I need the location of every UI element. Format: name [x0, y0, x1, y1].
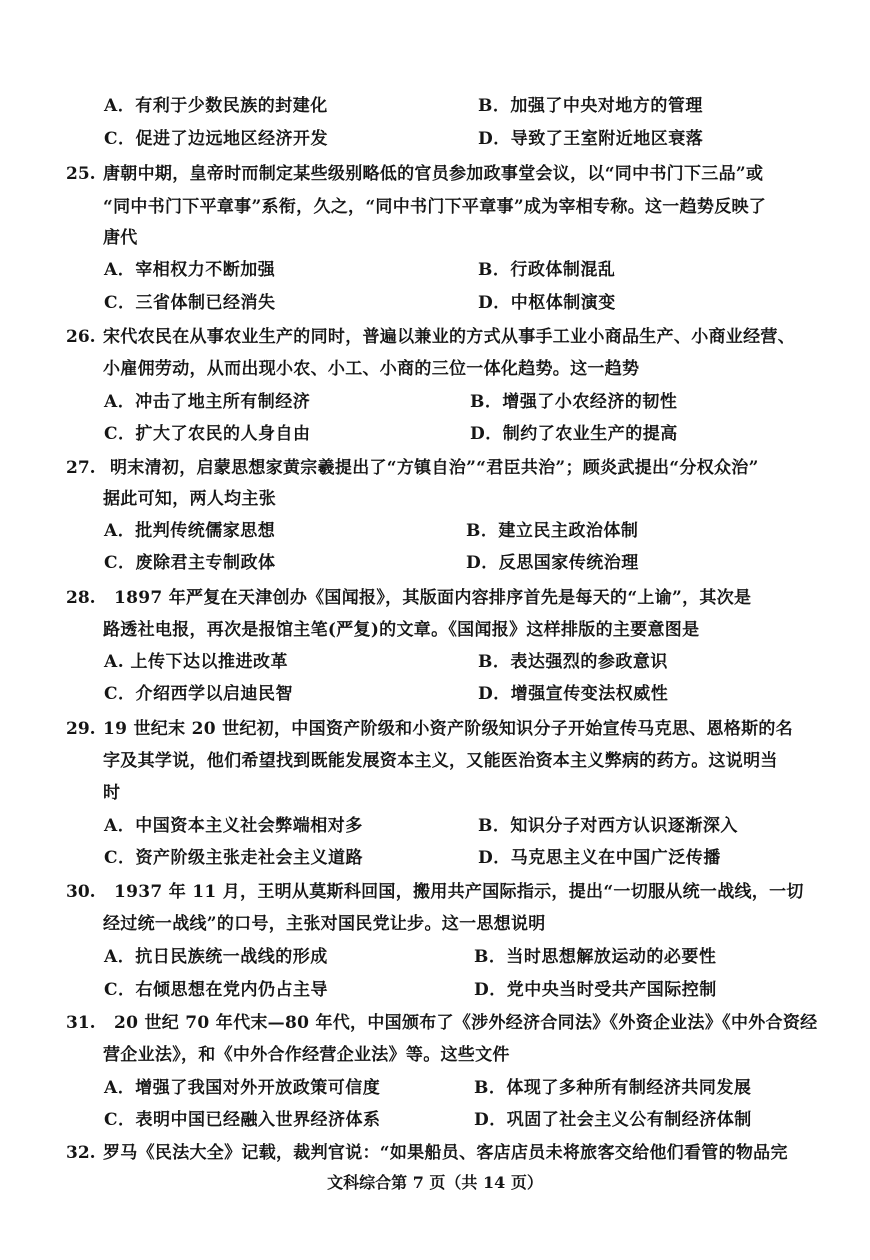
option-c: C．资产阶级主张走社会主义道路: [104, 848, 364, 868]
question-stem-line: 唐代: [103, 228, 138, 248]
option-b: B．增强了小农经济的韧性: [470, 392, 678, 412]
option-c: C．右倾思想在党内仍占主导: [104, 980, 329, 1000]
option-b: B．建立民主政治体制: [466, 521, 639, 541]
option-b: B．行政体制混乱: [478, 260, 616, 280]
question-stem-line: 罗马《民法大全》记载，裁判官说：“如果船员、客店店员未将旅客交给他们看管的物品完: [103, 1143, 788, 1163]
question-number: 28.: [66, 588, 96, 608]
question-number: 31.: [66, 1013, 96, 1033]
option-a: A．冲击了地主所有制经济: [104, 392, 311, 412]
question-stem-line: 19 世纪末 20 世纪初，中国资产阶级和小资产阶级知识分子开始宣传马克思、恩格斯的名: [103, 719, 793, 739]
option-a: A．批判传统儒家思想: [104, 521, 276, 541]
option-d: D．制约了农业生产的提高: [470, 424, 678, 444]
option-a: A．宰相权力不断加强: [104, 260, 276, 280]
question-stem-line: 字及其学说，他们希望找到既能发展资本主义，又能医治资本主义弊病的药方。这说明当: [103, 751, 778, 771]
option-c: C．介绍西学以启迪民智: [104, 684, 294, 704]
option-d: D．党中央当时受共产国际控制: [474, 980, 717, 1000]
question-stem-line: 唐朝中期，皇帝时而制定某些级别略低的官员参加政事堂会议，以“同中书门下三品”或: [103, 164, 764, 184]
option-b: B．知识分子对西方认识逐渐深入: [478, 816, 738, 836]
option-a: A．增强了我国对外开放政策可信度: [104, 1078, 381, 1098]
q24-option-a: A．有利于少数民族的封建化: [104, 96, 328, 116]
option-d: D．巩固了社会主义公有制经济体制: [474, 1110, 752, 1130]
question-number: 30.: [66, 882, 96, 902]
q24-option-c: C．促进了边远地区经济开发: [104, 129, 329, 149]
question-stem-line: “同中书门下平章事”系衔，久之，“同中书门下平章事”成为宰相专称。这一趋势反映了: [103, 197, 767, 217]
question-stem-line: 1897 年严复在天津创办《国闻报》，其版面内容排序首先是每天的“上谕”，其次是: [114, 588, 752, 608]
option-a: A. 上传下达以推进改革: [104, 652, 289, 672]
page-footer: 文科综合第 7 页（共 14 页）: [327, 1173, 543, 1192]
option-d: D．反思国家传统治理: [466, 553, 639, 573]
q24-option-b: B．加强了中央对地方的管理: [478, 96, 703, 116]
option-c: C．扩大了农民的人身自由: [104, 424, 311, 444]
option-d: D．马克思主义在中国广泛传播: [478, 848, 721, 868]
question-number: 27.: [66, 458, 96, 478]
question-stem-line: 时: [103, 783, 121, 803]
question-stem-line: 小雇佣劳动，从而出现小农、小工、小商的三位一体化趋势。这一趋势: [103, 359, 640, 379]
option-d: D．中枢体制演变: [478, 293, 616, 313]
question-stem-line: 20 世纪 70 年代末—80 年代，中国颁布了《涉外经济合同法》《外资企业法》《中外合资经: [114, 1013, 818, 1033]
q24-option-d: D．导致了王室附近地区衰落: [478, 129, 704, 149]
question-stem-line: 营企业法》，和《中外合作经营企业法》等。这些文件: [103, 1045, 510, 1065]
option-c: C．三省体制已经消失: [104, 293, 276, 313]
question-number: 29.: [66, 719, 96, 739]
option-b: B．表达强烈的参政意识: [478, 652, 668, 672]
question-stem-line: 宋代农民在从事农业生产的同时，普遍以兼业的方式从事手工业小商品生产、小商业经营、: [103, 327, 795, 347]
option-d: D．增强宣传变法权威性: [478, 684, 669, 704]
option-c: C．废除君主专制政体: [104, 553, 276, 573]
option-b: B．当时思想解放运动的必要性: [474, 947, 717, 967]
question-number: 25.: [66, 164, 96, 184]
option-a: A．中国资本主义社会弊端相对多: [104, 816, 363, 836]
option-a: A．抗日民族统一战线的形成: [104, 947, 328, 967]
option-c: C．表明中国已经融入世界经济体系: [104, 1110, 381, 1130]
question-number: 26.: [66, 327, 96, 347]
question-number: 32.: [66, 1143, 96, 1163]
question-stem-line: 据此可知，两人均主张: [103, 489, 276, 509]
question-stem-line: 路透社电报，再次是报馆主笔(严复)的文章。《国闻报》这样排版的主要意图是: [103, 620, 700, 640]
question-stem-line: 1937 年 11 月，王明从莫斯科回国，搬用共产国际指示，提出“一切服从统一战线，一切: [114, 882, 804, 902]
option-b: B．体现了多种所有制经济共同发展: [474, 1078, 752, 1098]
question-stem-line: 明末清初，启蒙思想家黄宗羲提出了“方镇自治”“君臣共治”；顾炎武提出“分权众治”: [110, 458, 759, 478]
question-stem-line: 经过统一战线”的口号，主张对国民党让步。这一思想说明: [103, 914, 546, 934]
